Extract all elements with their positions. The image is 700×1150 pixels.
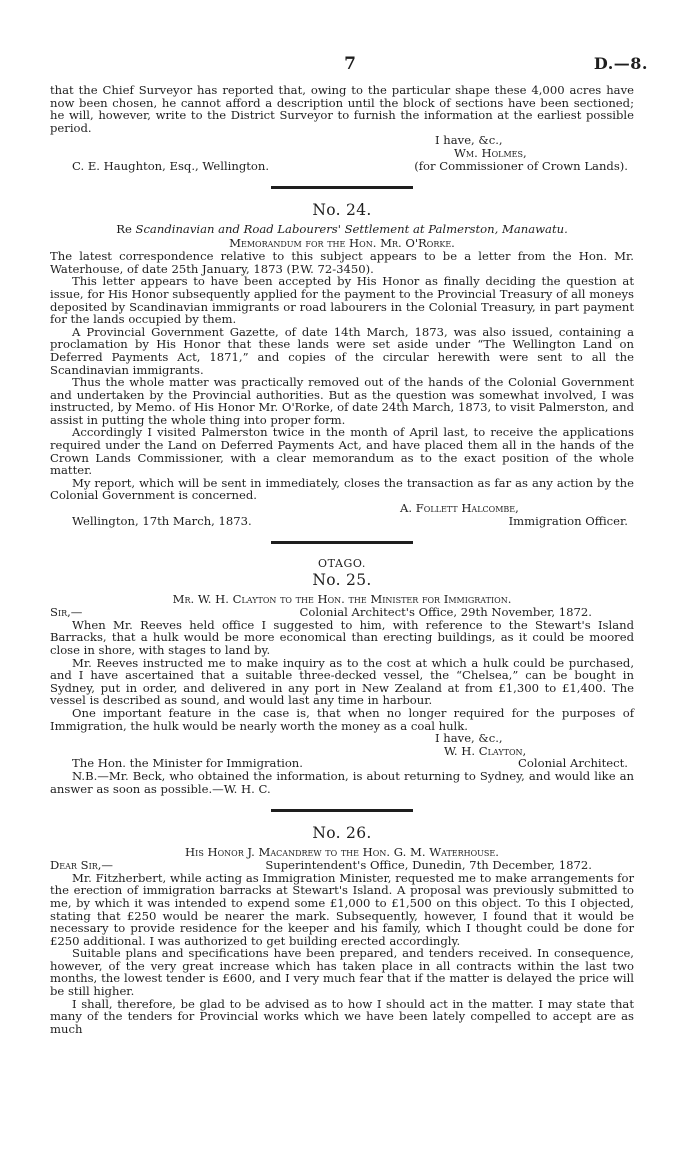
letter-signer: Wm. Holmes, (454, 145, 527, 160)
letter-closing: I have, &c., (435, 133, 503, 148)
document-no-24 (50, 201, 634, 527)
letter-addressee: C. E. Haughton, Esq., Wellington. (72, 158, 270, 173)
paragraph: Thus the whole matter was practically removed out of the hands of the Colonial Government and undertaken by the Provincial authorities. But as the question was somewhat involved, I was instructed, by Memo. of His Honor Mr. O'Rorke, of date 24th March, 1873, to visit Palmerston, and assist in putting the whole thing into proper form. (50, 375, 634, 427)
letter-address: Colonial Architect's Office, 29th November, 1872. (299, 605, 592, 620)
subject-title: Scandinavian and Road Labourers' Settlement at Palmerston, Manawatu. (135, 222, 568, 237)
memo-signer: A. Follett Halcombe, (400, 501, 519, 516)
document-reference: D.—8. (593, 54, 648, 73)
document-subject: His Honor J. Macandrew to the Hon. G. M. Waterhouse. (185, 845, 499, 860)
paragraph: One important feature in the case is, that when no longer required for the purposes of Immigration, the hulk would be nearly worth the money as a coal hulk. (50, 705, 634, 733)
document-subject (50, 222, 634, 236)
page-header (0, 54, 700, 76)
page-number: 7 (344, 54, 356, 74)
letter-address: Superintendent's Office, Dunedin, 7th December, 1872. (265, 858, 592, 873)
place-date: Wellington, 17th March, 1873. (72, 513, 252, 528)
document-number: No. 26. (312, 824, 372, 843)
letter-signer: W. H. Clayton, (444, 743, 527, 758)
signer-title: Colonial Architect. (518, 756, 628, 771)
paragraph: The latest correspondence relative to this subject appears to be a letter from the Hon. Mr. Waterhouse, of date 25th January, 1873 (P.W. 72-3450). (50, 249, 634, 276)
memorandum-heading: Memorandum for the Hon. Mr. O'Rorke. (229, 236, 455, 251)
salutation: Dear Sir,— (50, 858, 114, 873)
section-divider (271, 186, 413, 189)
salutation-row (50, 606, 634, 619)
document-number: No. 24. (312, 201, 372, 220)
salutation: Sir,— (50, 605, 83, 620)
document-subject: Mr. W. H. Clayton to the Hon. the Minister for Immigration. (172, 592, 512, 607)
document-no-25 (50, 556, 634, 795)
page-body (50, 84, 634, 1035)
place-date-row (50, 515, 634, 528)
document-number: No. 25. (312, 571, 372, 590)
paragraph: This letter appears to have been accepted by His Honor as finally deciding the question at issue, for His Honor subsequently applied for the payment to the Provincial Treasury of all moneys deposited by Scandinavian immigrants or road labourers in the Colonial Treasury, in part payment for the lands occupied by them. (50, 274, 634, 327)
continued-letter (50, 84, 634, 172)
continued-paragraph: that the Chief Surveyor has reported that, owing to the particular shape these 4,000 acres have now been chosen, he cannot afford a description until the block of sections have been sectioned; he will, however, write to the District Surveyor to furnish the information at the earliest possible period. (50, 83, 634, 135)
signer-title: Immigration Officer. (508, 513, 628, 528)
paragraph: Suitable plans and specifications have been prepared, and tenders received. In consequence, however, of the very great increase which has taken place in all contracts within the last two months, the lowest tender is £600, and I very much fear that if the matter is delayed the price will be still higher. (50, 946, 634, 999)
paragraph: A Provincial Government Gazette, of date 14th March, 1873, was also issued, containing a proclamation by His Honor that these lands were set aside under “The Wellington Land on Deferred Payments Act, 1871,” and copies of the circular herewith were sent to all the Scandinavian immigrants. (50, 324, 634, 377)
salutation-row (50, 859, 634, 872)
paragraph: I shall, therefore, be glad to be advised as to how I should act in the matter. I may state that many of the tenders for Provincial works which we have been lately compelled to accept are as much (50, 996, 634, 1036)
letter-closing: I have, &c., (435, 731, 503, 746)
section-divider (271, 541, 413, 544)
section-divider (271, 809, 413, 812)
paragraph: When Mr. Reeves held office I suggested to him, with reference to the Stewart's Island Barracks, that a hulk would be more economical than erecting buildings, as it could be moored close in shore, with stages to land by. (50, 617, 634, 657)
signer-title: (for Commissioner of Crown Lands). (414, 158, 628, 173)
letter-addressee: The Hon. the Minister for Immigration. (72, 756, 303, 771)
region-heading: OTAGO. (318, 557, 366, 571)
subject-prefix: Re (116, 222, 136, 237)
addressee-row (50, 160, 634, 173)
paragraph: Mr. Fitzherbert, while acting as Immigration Minister, requested me to make arrangements for the erection of immigration barracks at Stewart's Island. A proposal was previously submitted to me, by which it was intended to expend some £1,000 to £1,500 on this object. To this I objected, stating that £250 would be nearer the mark. Subsequently, however, I found that it would be necessary to provide residence for the keeper and his family, which I thought could be done for £250 additional. I was authorized to get building erected accordingly. (50, 870, 634, 948)
postscript-note: N.B.—Mr. Beck, who obtained the information, is about returning to Sydney, and would like an answer as soon as possible.—W. H. C. (50, 768, 634, 796)
paragraph: My report, which will be sent in immediately, closes the transaction as far as any action by the Colonial Government is concerned. (50, 475, 634, 503)
document-no-26 (50, 824, 634, 1035)
paragraph: Accordingly I visited Palmerston twice in the month of April last, to receive the applications required under the Land on Deferred Payments Act, and have placed them all in the hands of the Crown Lands Commissioner, with a clear memorandum as to the exact position of the whole matter. (50, 425, 634, 478)
paragraph: Mr. Reeves instructed me to make inquiry as to the cost at which a hulk could be purchased, and I have ascertained that a suitable three-decked vessel, the “Chelsea,” can be bought in Sydney, put in order, and delivered in any port in New Zealand at from £1,300 to £1,400. The vessel is described as sound, and would last any time in harbour. (50, 655, 634, 708)
